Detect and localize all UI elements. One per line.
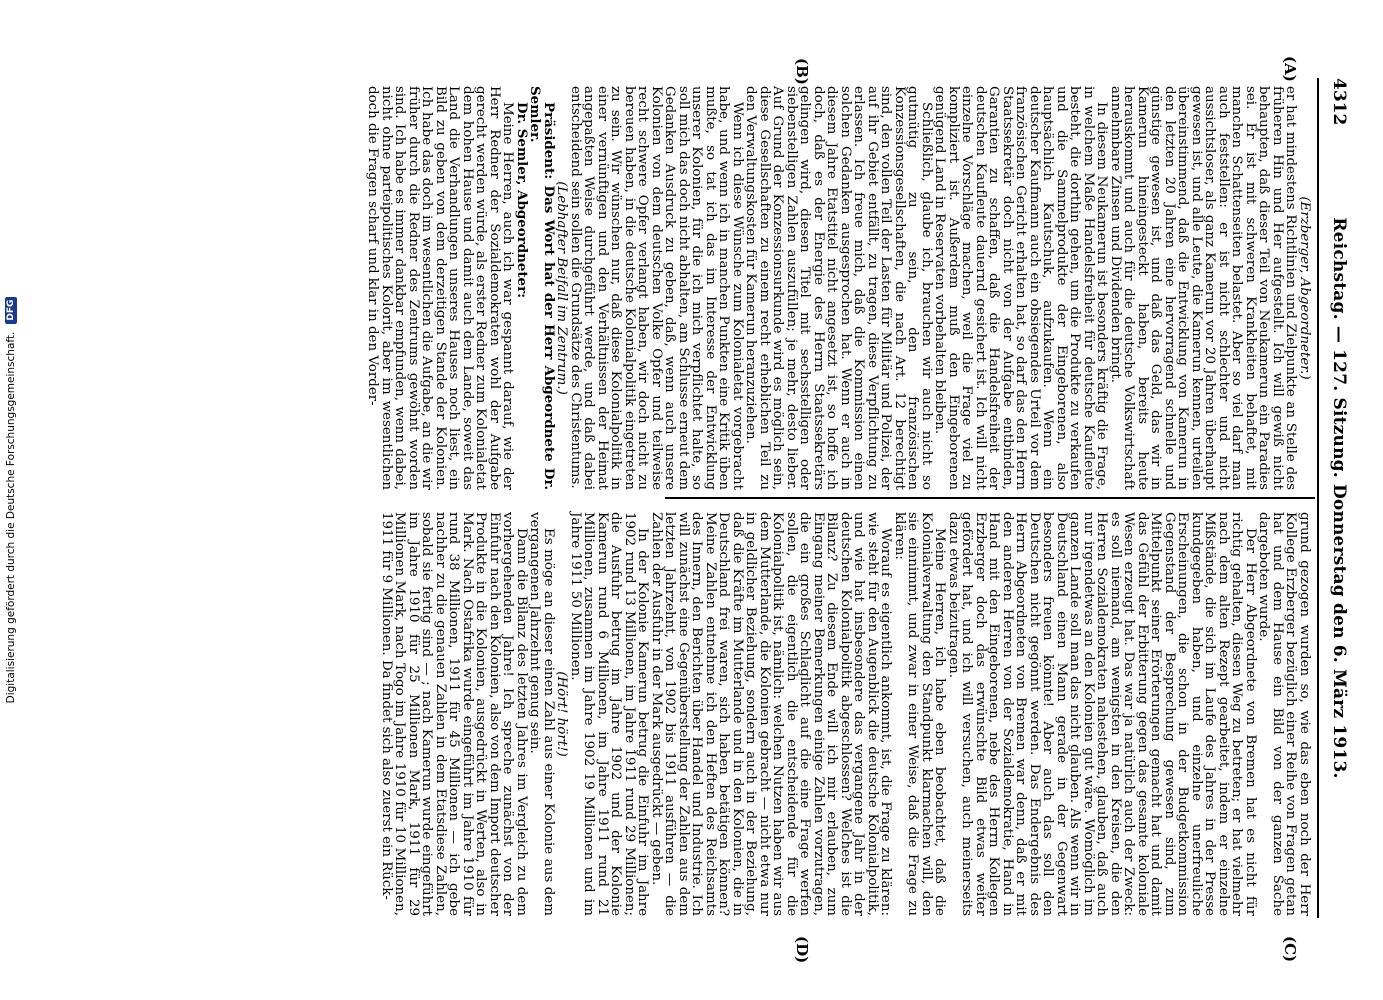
margin-mark-c: (C) — [1281, 936, 1299, 963]
running-header — [1321, 78, 1353, 918]
paragraph: In der Kolonie Kamerun betrug die Einfuhr im Jahre 1902 rund 13 Millionen, im Jahre 1911 rund 29 Millionen; die Ausfuhr betrug im Jahre 1902 und der Kolonie Kamerun rund 6 Millionen, im Jahre 1911 rund 21 Millionen, zusammen im Jahre 1902 19 Millionen und im Jahre 1911 50 Millionen. — [568, 512, 651, 916]
paragraph: In diesem Neukamerun ist besonders kräftig die Frage, in welchem Maße Handelsfreiheit für deutsche Kaufleute besteht, die dorthin gehen, um die Produkte zu verkaufen und die Sammelprodukte der Eingeborenen, also hauptsächlich Kautschuk, aufzukaufen. Wenn ein deutscher Kaufmann auch ein obsiegendes Urteil vor dem französischen Gericht erhalten hat, so darf das den Herrn Staatssekretär doch nicht von der Aufgabe entbinden, Garantien zu schaffen, daß die Handelsfreiheit der deutschen Kaufleute dauernd gesichert ist. Ich will nicht einzelne Vorschläge machen, weil die Frage viel zu kompliziert ist. Außerdem muß den Eingeborenen genügend Land in Reservaten vorbehalten bleiben. — [932, 86, 1110, 490]
digitization-credit — [0, 0, 22, 1000]
credit-text: Digitalisierung gefördert durch die Deutsche Forschungsgemeinschaft. — [5, 331, 17, 704]
header-title: Reichstag. — 127. Sitzung. Donnerstag den 6. März 1913. — [1329, 217, 1349, 779]
paragraph: er hat mindestens Richtlinien und Zielpunkte an Stelle des früheren Hin und Her aufgestellt. Ich will gewiß nicht behaupten, daß dieser Teil von Neukamerun ein Paradies sei. Er ist mit schweren Krankheiten behaftet, mit manchen Schattenseiten belastet. Aber so viel darf man auch feststellen: er ist nicht schlechter und nicht aussichtsloser, als ganz Kamerun vor 20 Jahren überhaupt gewesen ist, und alle Leute, die Kamerun kennen, urteilen übereinstimmend, daß die Entwicklung von Kamerun in den letzten 20 Jahren eine hervorragend schnelle und günstige gewesen ist, und daß das Geld, das wir in Kamerun hineingesteckt haben, bereits heute herauskommt und auch für die deutsche Volkswirtschaft annehmbare Zinsen und Dividenden bringt. — [1108, 86, 1299, 490]
column-divider — [665, 497, 1315, 499]
paragraph: Schließlich, glaube ich, brauchen wir auch nicht so gutmütig zu sein, den französischen Konzessionsgesellschaften, die nach Art. 12 berechtigt sind, den vollen Teil der Lasten für Militär und Polizei, der auf ihr Gebiet entfällt, zu tragen, diese Verpflichtung zu erlassen. Ich freue mich, daß die Kommission einen solchen Gedanken ausgesprochen hat. Wenn er auch in diesem Jahre Etatstitel nicht angesetzt ist, so hoffe ich doch, daß es der Energie des Herrn Staatssekretärs gelingen wird, diesen Titel mit sechsstelligen oder siebenstelligen Zahlen auszufüllen; je mehr, desto lieber. Auf Grund der Konzessionsurkunde wird es möglich sein, diese Gesellschaften zu einem recht erheblichen Teil zu den Verwaltungskosten für Kamerun heranzuziehen. — [743, 86, 934, 490]
paragraph: grund gezogen wurden so, wie das eben noch der Herr Kollege Erzberger bezüglich einer Reihe von Fragen getan hat und dem Hause ein Bild von der ganzen Sache dargeboten wurde. — [1256, 512, 1312, 916]
paragraph: Wenn ich diese Wünsche zum Kolonialetat vorgebracht habe, und wenn ich in manchen Punkten eine Kritik üben mußte, so tat ich das im Interesse der Entwicklung unserer Kolonien, für die ich mich verpflichtet halte, so soll mich das doch nicht abhalten, am Schlusse erneut dem Gedanken Ausdruck zu geben, daß, wenn auch unsere Kolonien von dem deutschen Volke Opfer und teilweise recht schwere Opfer verlangt haben, wir doch nicht zu bereuen haben, in die deutsche Kolonialpolitik eingetreten zu sein. Wir wünschen nur, daß diese Kolonialpolitik in einer vernünftigen und den Verhältnissen der Heimat angepaßten Weise durchgeführt werde, und daß dabei entscheidend sein sollen die Grundsätze des Christentums. — [568, 86, 745, 490]
paragraph: Es möge an dieser einen Zahl aus einer Kolonie aus dem vergangenen Jahrzehnt genug sein. — [527, 512, 556, 916]
paragraph: Meine Herren, ich habe eben beobachtet, daß die Kolonialverwaltung den Standpunkt klarmachen will, den sie einnimmt, und zwar in einer Weise, daß die Frage zu klären: — [892, 512, 948, 916]
paragraph: Dann die Bilanz des letzten Jahres im Vergleich zu dem vorhergehenden Jahre! Ich spreche zunächst von der Einfuhr nach den Kolonien, also von dem Import deutscher Produkte in die Kolonien, ausgedrückt in Werten, also in Mark. Nach Ostafrika wurde eingeführt im Jahre 1910 für rund 38 Millionen, 1911 für 45 Millionen — ich gebe nachher zu die genauen Zahlen in dem Etatsdiese Zahlen, sobald sie fertig sind — ; nach Kamerun wurde eingeführt im Jahre 1910 für 25 Millionen Mark, 1911 für 29 Millionen Mark, nach Togo im Jahre 1910 für 10 Millionen, 1911 für 9 Millionen. Da findet sich also zuerst ein Rück- — [379, 512, 529, 916]
dfg-logo: DFG — [5, 297, 17, 324]
page-number: 4312 — [1329, 78, 1349, 126]
interjection: (Hört! hört!) — [554, 671, 570, 757]
paragraph: Meine Herren, auch ich war gespannt darauf, wie der Herr Redner der Sozialdemokraten wohl der Aufgabe gerecht werden würde, als erster Redner zum Kolonialetat dem hohen Hause und damit auch dem Lande, soweit das Land die Verhandlungen unseres Hauses noch liest, ein Bild zu geben von dem derzeitigen Stande der Kolonien. Ich habe das doch im wesentlichen die Aufgabe, an die wir früher durch die Redner des Zentrums gewöhnt worden sind. Ich habe es immer dankbar empfunden, wenn dabei, nicht ohne parteipolitisches Kolorit, aber im wesentlichen doch die Fragen scharf und klar in den Vorder- — [365, 86, 516, 490]
left-column — [366, 86, 1311, 490]
speaker-tag: (Erzberger, Abgeordneter.) — [1297, 196, 1312, 380]
paragraph: Worauf es eigentlich ankommt, ist, die Frage zu klären: wie steht für den Augenblick die deutsche Kolonialpolitik, und wie hat insbesondere das vergangene Jahr in der deutschen Kolonialpolitik abgeschlossen? Welches ist die Bilanz? Zu diesem Ende will ich mir erlauben, zum Eingang meiner Bemerkungen einige Zahlen vorzutragen, die ein großes Schlaglicht auf die eine Frage werfen sollen, die eigentlich die entscheidende für die Kolonialpolitik ist, nämlich: welchen Nutzen haben wir aus dem Mutterlande, die Kolonien gebracht — nicht etwa nur in geldlicher Beziehung, sondern auch in der Beziehung, daß die Kräfte im Mutterlande und in den Kolonien, die in Deutschland frei waren, sich haben betätigen können? Meine Zahlen entnehme ich den Heften des Reichsamts des Innern, den Berichten über Handel und Industrie. Ich will zunächst eine Gegenüberstellung der Zahlen aus dem letzten Jahrzehnt, von 1902 bis 1911 ausführen — die Zahlen der Ausfuhr in der Mark ausgedrückt — geben. — [649, 512, 894, 916]
applause-note: (Lebhafter Beifall im Zentrum.) — [554, 181, 570, 395]
header-rule — [1317, 78, 1319, 918]
president-line: Präsident: Das Wort hat der Herr Abgeordnete Dr. Semler. — [527, 86, 557, 490]
margin-mark-d: (D) — [793, 936, 811, 964]
margin-mark-b: (B) — [793, 58, 811, 85]
speaker-heading: Dr. Semler, Abgeordneter: — [514, 102, 530, 299]
paragraph: Der Herr Abgeordnete von Bremen hat es nicht für richtig gehalten, diesen Weg zu betreten; er hat vielmehr nach dem alten Rezept gearbeitet, indem er einzelne Mißstände, die sich im Laufe des Jahres in der Presse kundgegeben haben, und einzelne unerfreuliche Erscheinungen, die schon in der Budgetkommission Gegenstand der Besprechung gewesen sind, zum Mittelpunkt seiner Erörterungen gemacht hat und damit das Gefühl der Erbitterung gegen das gesamte koloniale Wesen erzeugt hat. Das war ja natürlich auch der Zweck: es soll niemand, am wenigsten in den Kreisen, die den Herren Sozialdemokraten nahestehen, glauben, daß auch nur irgendetwas an den Kolonien gut wäre. Womöglich im ganzen Lande soll man das nicht glauben. Als wenn wir in Deutschland einen Mann gerade in der Gegenwart besonders freuen könnte! Aber auch das soll den Deutschen nicht gegönnt werden. Das Endergebnis des Herrn Abgeordneten von Bremen war denn, daß er mit den anderen Herren von der Sozialdemokratie, Hand in Hand mit den Eingeborenen, nebe des Herrn Kollegen Erzberger doch das erwünschte Bild etwas weiter gefördert hat, und ich will versuchen, auch meinerseits dazu etwas beizutragen. — [946, 512, 1258, 916]
margin-mark-a: (A) — [1281, 56, 1299, 82]
right-column — [380, 512, 1312, 916]
